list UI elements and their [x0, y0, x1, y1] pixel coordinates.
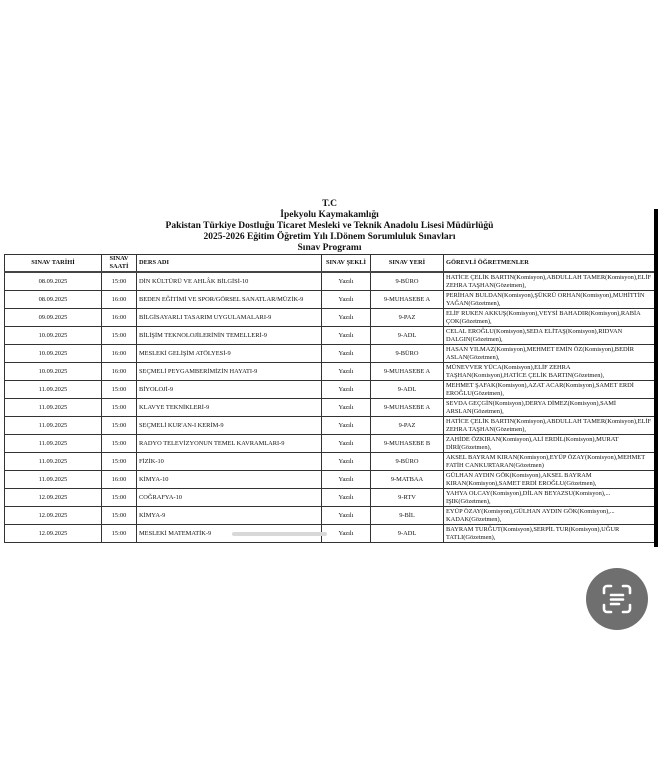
cell-date: 08.09.2025 [5, 272, 102, 291]
cell-time: 16:00 [102, 291, 137, 309]
cell-time: 15:00 [102, 507, 137, 525]
cell-teachers: ELİF RUKEN AKKUŞ(Komisyon),VEYSİ BAHADIR(Komisyon),RABİA ÇOK(Gözetmen), [444, 309, 655, 327]
cell-room: 9-BÜRO [371, 345, 444, 363]
text-scan-button[interactable] [586, 568, 648, 630]
cell-type: Yazılı [322, 417, 371, 435]
table-row [5, 489, 655, 507]
cell-type: Yazılı [322, 435, 371, 453]
cell-type: Yazılı [322, 399, 371, 417]
cell-type: Yazılı [322, 381, 371, 399]
cell-teachers: GÜLHAN AYDIN GÖK(Komisyon),AKSEL BAYRAM KIRAN(Komisyon),SAMET ERDİ EROĞLU(Gözetmen), [444, 471, 655, 489]
cell-room: 9-PAZ [371, 417, 444, 435]
cell-course: SEÇMELİ KUR'AN-I KERİM-9 [137, 417, 322, 435]
cell-date: 12.09.2025 [5, 507, 102, 525]
cell-course: BİLGİSAYARLI TASARIM UYGULAMALARI-9 [137, 309, 322, 327]
header-line-term: 2025-2026 Eğitim Öğretim Yılı I.Dönem Sorumluluk Sınavları [203, 232, 456, 242]
cell-room: 9-MUHASEBE A [371, 291, 444, 309]
cell-type: Yazılı [322, 525, 371, 543]
exam-table [4, 254, 655, 543]
cell-room: 9-MUHASEBE A [371, 363, 444, 381]
cell-time: 15:00 [102, 417, 137, 435]
doc-header [4, 199, 655, 254]
cell-room: 9-BÜRO [371, 272, 444, 291]
cell-teachers: EYÜP ÖZAY(Komisyon),GÜLHAN AYDIN GÖK(Komisyon),... KADAK(Gözetmen), [444, 507, 655, 525]
table-row [5, 363, 655, 381]
cell-time: 16:00 [102, 363, 137, 381]
cell-course: MESLEKİ MATEMATİK-9 [137, 525, 322, 543]
cell-type: Yazılı [322, 345, 371, 363]
cell-date: 12.09.2025 [5, 489, 102, 507]
cell-type: Yazılı [322, 471, 371, 489]
col-header-time: SINAV SAATİ [102, 255, 137, 273]
cell-course: COĞRAFYA-10 [137, 489, 322, 507]
cell-room: 9-ADL [371, 327, 444, 345]
text-scan-icon [601, 583, 633, 615]
cell-date: 08.09.2025 [5, 291, 102, 309]
header-line-tc: T.C [322, 199, 337, 209]
table-row [5, 309, 655, 327]
cell-course: KLAVYE TEKNİKLERİ-9 [137, 399, 322, 417]
cell-type: Yazılı [322, 291, 371, 309]
cell-time: 16:00 [102, 345, 137, 363]
cell-date: 11.09.2025 [5, 381, 102, 399]
table-row [5, 272, 655, 291]
col-header-teachers: GÖREVLİ ÖĞRETMENLER [444, 255, 655, 273]
table-row [5, 471, 655, 489]
cell-course: FİZİK-10 [137, 453, 322, 471]
table-row [5, 345, 655, 363]
cell-teachers: YAHYA OLCAY(Komisyon),DİLAN BEYAZSU(Komisyon),... IŞIK(Gözetmen), [444, 489, 655, 507]
cell-teachers: SEVDA GEÇGİN(Komisyon),DERYA DİMEZ(Komisyon),SAMİ ARSLAN(Gözetmen), [444, 399, 655, 417]
cell-teachers: MÜNEVVER YÜCA(Komisyon),ELİF ZEHRA TAŞHAN(Komisyon),HATİCE ÇELİK BARTIN(Gözetmen), [444, 363, 655, 381]
cell-course: BİLİŞİM TEKNOLOJİLERİNİN TEMELLERİ-9 [137, 327, 322, 345]
cell-room: 9-MATBAA [371, 471, 444, 489]
cell-type: Yazılı [322, 507, 371, 525]
cell-teachers: HATİCE ÇELİK BARTIN(Komisyon),ABDULLAH TAMER(Komisyon),ELİF ZEHRA TAŞHAN(Gözetmen), [444, 417, 655, 435]
cell-course: BEDEN EĞİTİMİ VE SPOR/GÖRSEL SANATLAR/MÜZİK-9 [137, 291, 322, 309]
cell-teachers: HASAN YILMAZ(Komisyon),MEHMET EMİN ÖZ(Komisyon),BEDİR ASLAN(Gözetmen), [444, 345, 655, 363]
table-row [5, 507, 655, 525]
cell-course: RADYO TELEVİZYONUN TEMEL KAVRAMLARI-9 [137, 435, 322, 453]
cell-date: 11.09.2025 [5, 471, 102, 489]
cell-room: 9-ADL [371, 381, 444, 399]
cell-course: DİN KÜLTÜRÜ VE AHLÂK BİLGİSİ-10 [137, 272, 322, 291]
cell-room: 9-BİL [371, 507, 444, 525]
cell-course: KİMYA-10 [137, 471, 322, 489]
cell-teachers: AKSEL BAYRAM KIRAN(Komisyon),EYÜP ÖZAY(Komisyon),MEHMET FATİH CANKURTARAN(Gözetmen) [444, 453, 655, 471]
cell-time: 15:00 [102, 525, 137, 543]
cell-room: 9-MUHASEBE A [371, 399, 444, 417]
horizontal-scrollbar[interactable] [232, 532, 327, 536]
cell-date: 12.09.2025 [5, 525, 102, 543]
cell-type: Yazılı [322, 309, 371, 327]
cell-course: BİYOLOJİ-9 [137, 381, 322, 399]
cell-date: 11.09.2025 [5, 417, 102, 435]
cell-time: 15:00 [102, 453, 137, 471]
header-line-title: Sınav Programı [297, 243, 362, 253]
cell-type: Yazılı [322, 272, 371, 291]
col-header-type: SINAV ŞEKLİ [322, 255, 371, 273]
table-row [5, 435, 655, 453]
cell-date: 10.09.2025 [5, 327, 102, 345]
cell-time: 15:00 [102, 381, 137, 399]
cell-time: 15:00 [102, 399, 137, 417]
cell-date: 09.09.2025 [5, 309, 102, 327]
table-row [5, 525, 655, 543]
cell-room: 9-ADL [371, 525, 444, 543]
cell-date: 10.09.2025 [5, 363, 102, 381]
cell-time: 15:00 [102, 327, 137, 345]
col-header-course: DERS ADI [137, 255, 322, 273]
cell-time: 15:00 [102, 435, 137, 453]
header-line-school: Pakistan Türkiye Dostluğu Ticaret Mesleki ve Teknik Anadolu Lisesi Müdürlüğü [165, 221, 494, 231]
cell-teachers: CELAL EROĞLU(Komisyon),SEDA ELİTAŞ(Komisyon),RIDVAN DALGIN(Gözetmen), [444, 327, 655, 345]
table-row [5, 291, 655, 309]
table-row [5, 399, 655, 417]
cell-date: 11.09.2025 [5, 453, 102, 471]
cell-type: Yazılı [322, 489, 371, 507]
cell-course: KİMYA-9 [137, 507, 322, 525]
cell-teachers: PERİHAN BULDAN(Komisyon),ŞÜKRÜ ORHAN(Komisyon),MUHİTTİN YAĞAN(Gözetmen), [444, 291, 655, 309]
page-edge [654, 209, 658, 547]
col-header-room: SINAV YERİ [371, 255, 444, 273]
cell-course: SEÇMELİ PEYGAMBERİMİZİN HAYATI-9 [137, 363, 322, 381]
cell-teachers: BAYRAM TURĞUT(Komisyon),SERPİL TUR(Komisyon),UĞUR TATLI(Gözetmen), [444, 525, 655, 543]
cell-date: 11.09.2025 [5, 435, 102, 453]
table-row [5, 453, 655, 471]
cell-teachers: MEHMET ŞAFAK(Komisyon),AZAT ACAR(Komisyon),SAMET ERDİ EROĞLU(Gözetmen), [444, 381, 655, 399]
cell-teachers: HATİCE ÇELİK BARTIN(Komisyon),ABDULLAH TAMER(Komisyon),ELİF ZEHRA TAŞHAN(Gözetmen), [444, 272, 655, 291]
cell-type: Yazılı [322, 327, 371, 345]
cell-date: 11.09.2025 [5, 399, 102, 417]
cell-time: 15:00 [102, 489, 137, 507]
cell-room: 9-MUHASEBE B [371, 435, 444, 453]
col-header-date: SINAV TARİHİ [5, 255, 102, 273]
cell-date: 10.09.2025 [5, 345, 102, 363]
table-row [5, 327, 655, 345]
cell-time: 16:00 [102, 309, 137, 327]
cell-type: Yazılı [322, 453, 371, 471]
table-header-row [5, 255, 655, 273]
header-line-district: İpekyolu Kaymakamlığı [280, 210, 379, 220]
cell-room: 9-RTV [371, 489, 444, 507]
table-row [5, 381, 655, 399]
cell-room: 9-PAZ [371, 309, 444, 327]
table-row [5, 417, 655, 435]
table-body [5, 272, 655, 543]
cell-teachers: ZAHİDE ÖZKIRAN(Komisyon),ALİ ERDİL(Komisyon),MURAT DİRİ(Gözetmen), [444, 435, 655, 453]
cell-course: MESLEKİ GELİŞİM ATÖLYESİ-9 [137, 345, 322, 363]
cell-time: 16:00 [102, 471, 137, 489]
cell-time: 15:00 [102, 272, 137, 291]
exam-schedule-document [4, 199, 655, 543]
cell-room: 9-BÜRO [371, 453, 444, 471]
cell-type: Yazılı [322, 363, 371, 381]
